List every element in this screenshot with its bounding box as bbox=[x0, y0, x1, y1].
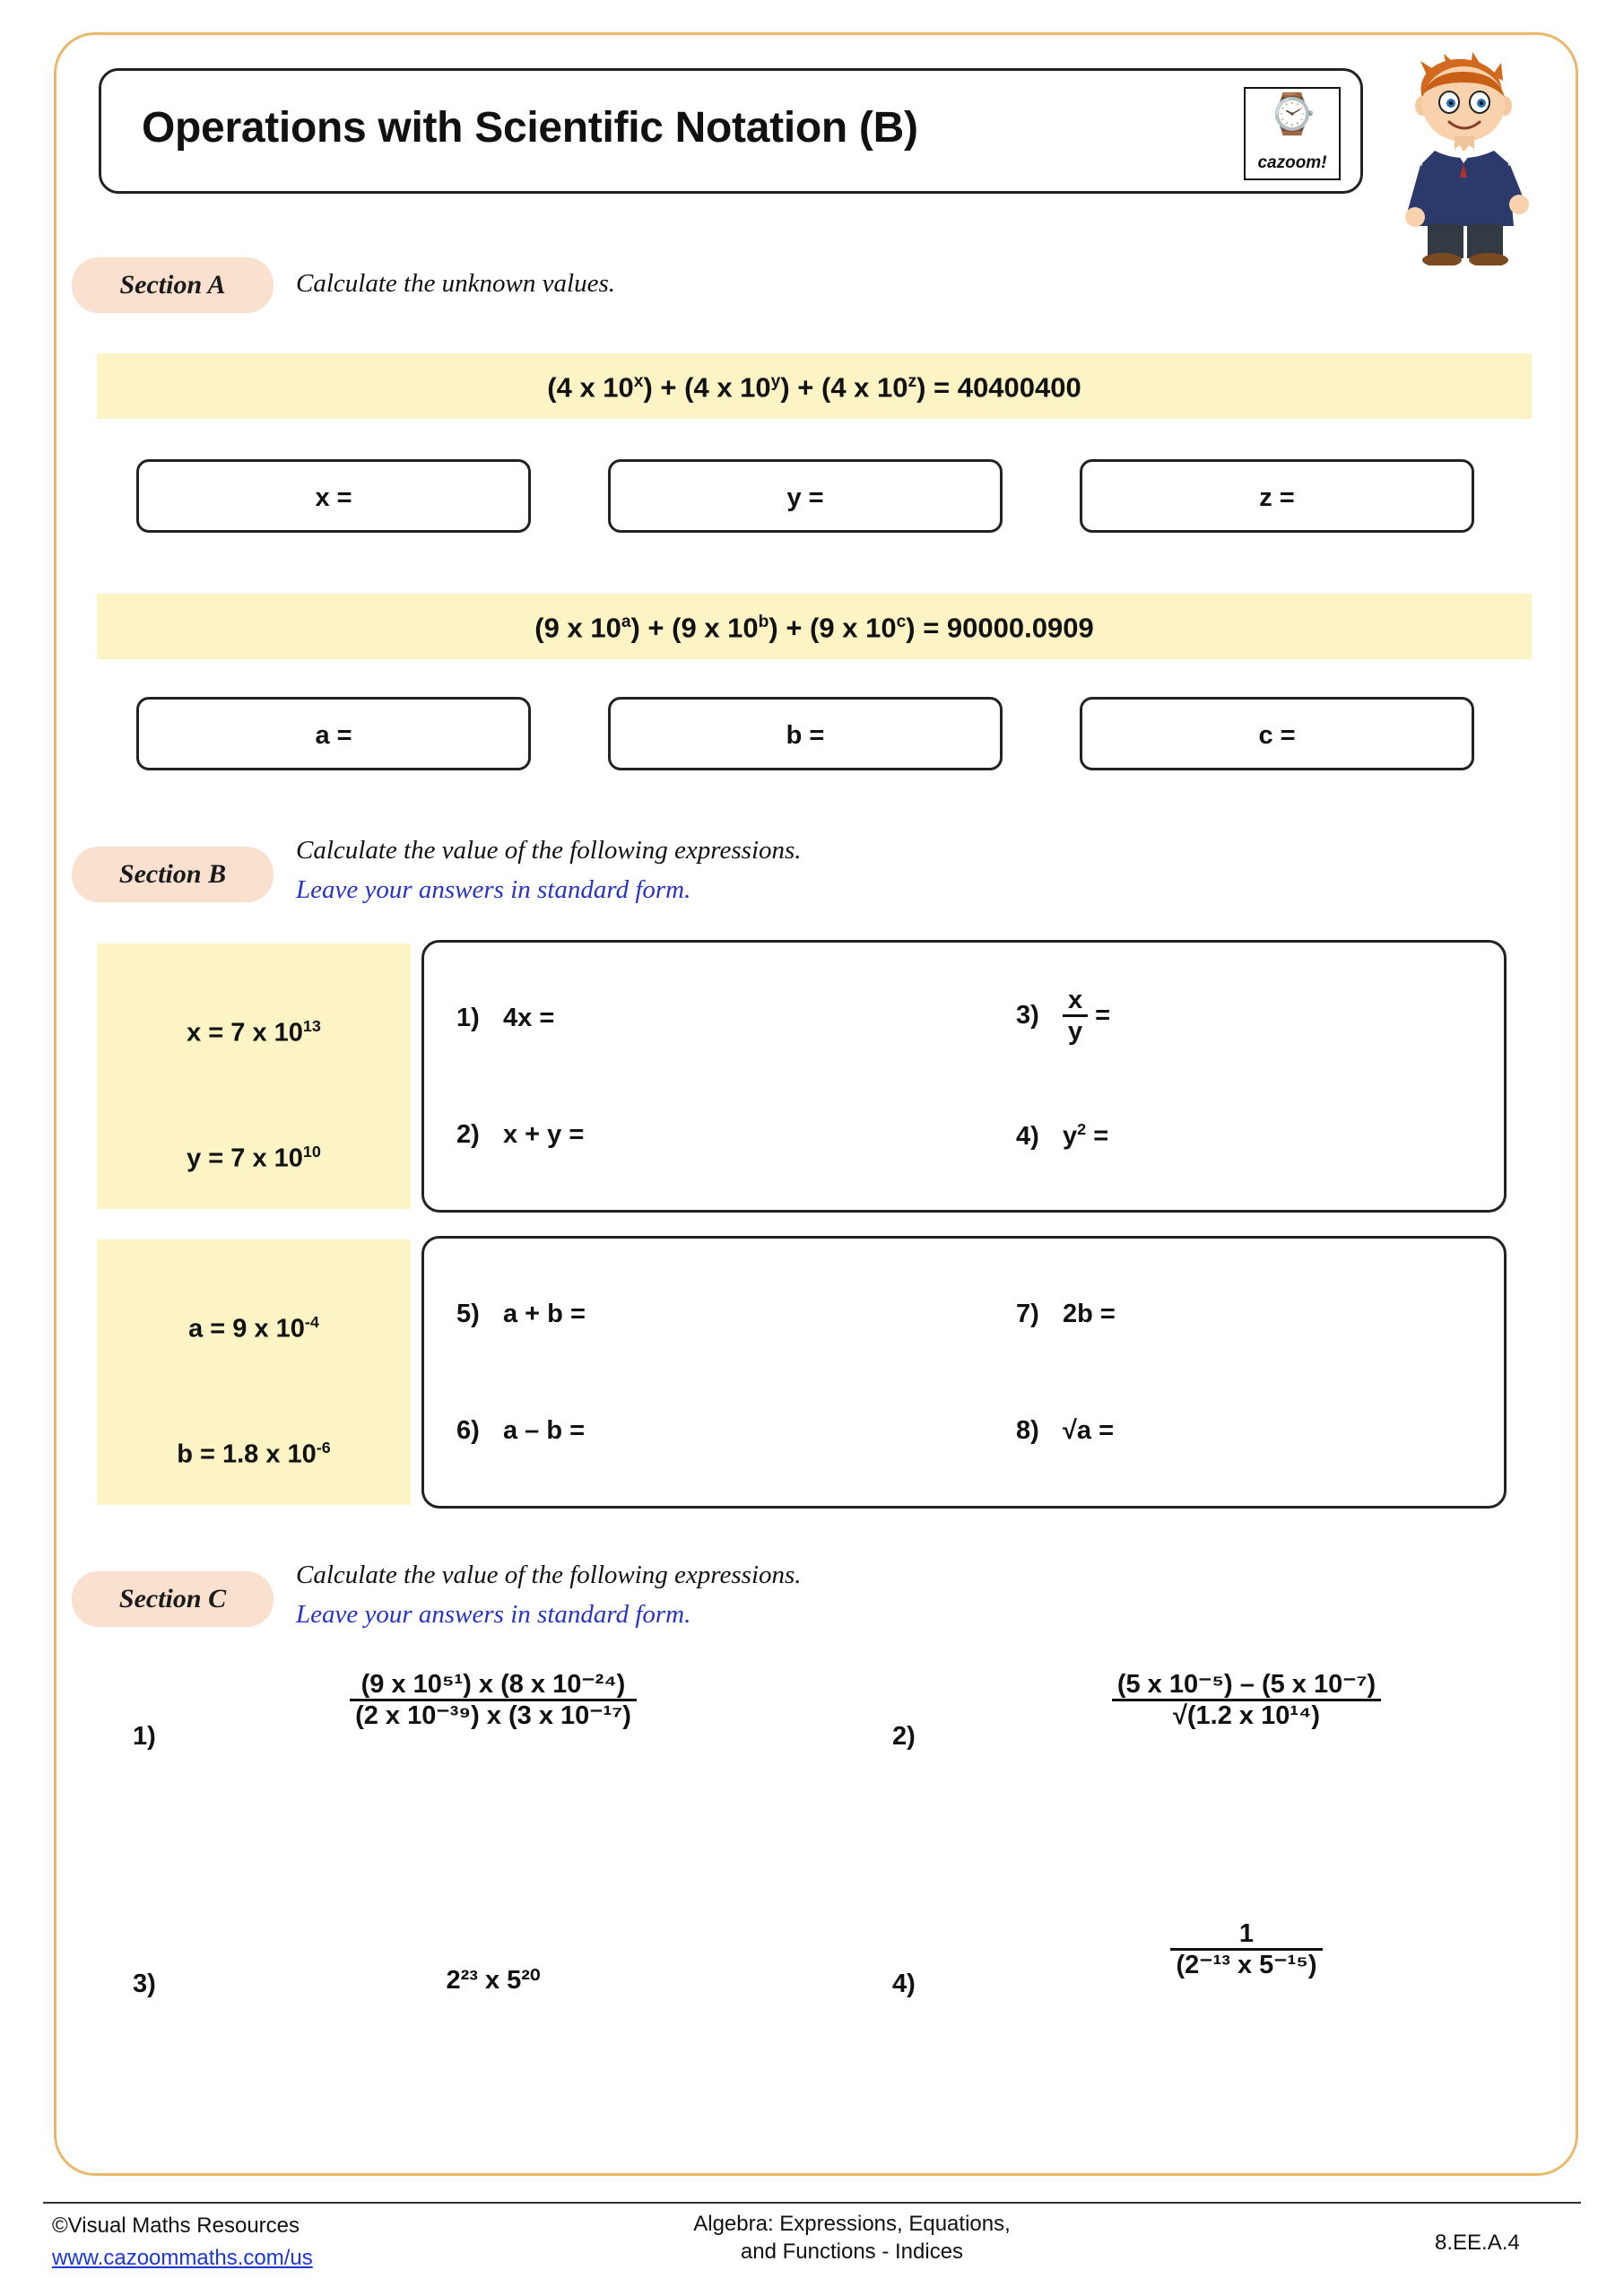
equation-text: (9 x $10^a) + (9$ x $10^b) + (9$ x $10^c) = 90000.0909$ bbox=[534, 612, 1094, 644]
section-c-question-4[interactable] bbox=[1013, 1919, 1480, 1980]
section-b-givens-1 bbox=[97, 944, 411, 1209]
section-c-instruction-1: Calculate the value of the following expressions. bbox=[296, 1561, 802, 1589]
answer-label-z: z = bbox=[1259, 483, 1295, 512]
section-a-chip: Section A bbox=[72, 257, 274, 313]
answer-label-c: c = bbox=[1258, 721, 1296, 750]
section-c-chip: Section C bbox=[72, 1571, 274, 1627]
question-2[interactable]: 2) x + y = bbox=[456, 1120, 585, 1149]
given-a: a = 9 x $10^{-4}$ bbox=[188, 1313, 319, 1344]
fraction: $\frac{\text{(5 x 10⁻⁵) – (5 x 10⁻⁷)}}{\text{√(1.2 x 10¹⁴)}}$ bbox=[1112, 1670, 1381, 1731]
question-1[interactable]: 1) 4x = bbox=[456, 1004, 555, 1032]
section-b-questions-2 bbox=[421, 1236, 1507, 1509]
fraction: $\frac{\text{(9 x 10⁵¹) x (8 x 10⁻²⁴)}}{\text{(2 x 10⁻³⁹) x (3 x 10⁻¹⁷)}}$ bbox=[350, 1670, 637, 1731]
footer-topic bbox=[574, 2211, 1130, 2266]
answer-label-a: a = bbox=[315, 721, 352, 750]
answer-box-a[interactable] bbox=[136, 697, 531, 770]
section-c-question-2[interactable] bbox=[1013, 1670, 1480, 1731]
answer-label-b: b = bbox=[786, 721, 825, 750]
footer-website-link[interactable]: www.cazoommaths.com/us bbox=[52, 2246, 313, 2270]
section-c-number-2: 2) bbox=[892, 1722, 916, 1751]
section-c-number-3: 3) bbox=[133, 1970, 156, 1998]
cazoom-logo bbox=[1244, 87, 1341, 180]
section-b-questions-1 bbox=[421, 940, 1507, 1213]
section-b-instruction-1: Calculate the value of the following expressions. bbox=[296, 836, 802, 865]
section-c-instruction-2: Leave your answers in standard form. bbox=[296, 1600, 691, 1629]
answer-box-z[interactable] bbox=[1080, 459, 1474, 533]
section-a-instruction: Calculate the unknown values. bbox=[296, 269, 615, 298]
section-c-question-3[interactable]: 2²³ x 5²⁰ bbox=[446, 1966, 541, 1995]
answer-box-y[interactable] bbox=[608, 459, 1003, 533]
mascot-illustration bbox=[1388, 50, 1541, 265]
title-banner bbox=[99, 68, 1363, 194]
sqrt-a-expression: √a = bbox=[1063, 1416, 1115, 1445]
fraction: $\frac{1}{\text{(2⁻¹³ x 5⁻¹⁵)}}$ bbox=[1170, 1919, 1322, 1980]
section-b-chip: Section B bbox=[72, 847, 274, 902]
answer-label-x: x = bbox=[315, 483, 352, 512]
section-c-number-1: 1) bbox=[133, 1722, 156, 1751]
section-c-number-4: 4) bbox=[892, 1970, 916, 1998]
answer-label-y: y = bbox=[786, 483, 824, 512]
footer-topic-line1: Algebra: Expressions, Equations, bbox=[693, 2212, 1011, 2236]
question-6[interactable]: 6) a – b = bbox=[456, 1416, 586, 1445]
section-b-instruction-2: Leave your answers in standard form. bbox=[296, 875, 691, 904]
answer-box-b[interactable] bbox=[608, 697, 1003, 770]
hourglass-icon: ⌚ bbox=[1267, 91, 1317, 137]
question-8[interactable]: 8) √a = bbox=[1016, 1416, 1115, 1445]
footer-copyright: ©Visual Maths Resources bbox=[52, 2213, 300, 2238]
section-a-equation-2 bbox=[97, 594, 1532, 659]
footer-topic-line2: and Functions - Indices bbox=[740, 2239, 964, 2264]
footer-divider bbox=[43, 2202, 1581, 2204]
answer-box-c[interactable] bbox=[1080, 697, 1474, 770]
logo-wordmark: cazoom! bbox=[1257, 153, 1327, 172]
section-c-question-1[interactable] bbox=[260, 1670, 726, 1731]
given-b: b = 1.8 x $10^{-6}$ bbox=[177, 1439, 331, 1469]
footer-standard-code: 8.EE.A.4 bbox=[1435, 2231, 1520, 2255]
equation-text: (4 x $10^x) + (4$ x $10^y) + (4$ x $10^z) = 40400400$ bbox=[547, 371, 1081, 404]
page-title: Operations with Scientific Notation (B) bbox=[142, 104, 918, 152]
answer-box-x[interactable] bbox=[136, 459, 531, 533]
question-5[interactable]: 5) a + b = bbox=[456, 1300, 586, 1328]
question-3[interactable]: 3) $\frac{x}{y}$ = bbox=[1016, 986, 1111, 1047]
fraction-x-over-y: $\frac{x}{y}$ bbox=[1063, 986, 1088, 1047]
question-4[interactable]: 4) $y^2$ = bbox=[1016, 1120, 1109, 1151]
given-x: x = 7 x $10^{13}$ bbox=[187, 1017, 321, 1048]
section-b-givens-2 bbox=[97, 1239, 411, 1505]
given-y: y = 7 x $10^{10}$ bbox=[187, 1143, 321, 1173]
question-7[interactable]: 7) 2b = bbox=[1016, 1300, 1116, 1328]
section-a-equation-1 bbox=[97, 353, 1532, 419]
